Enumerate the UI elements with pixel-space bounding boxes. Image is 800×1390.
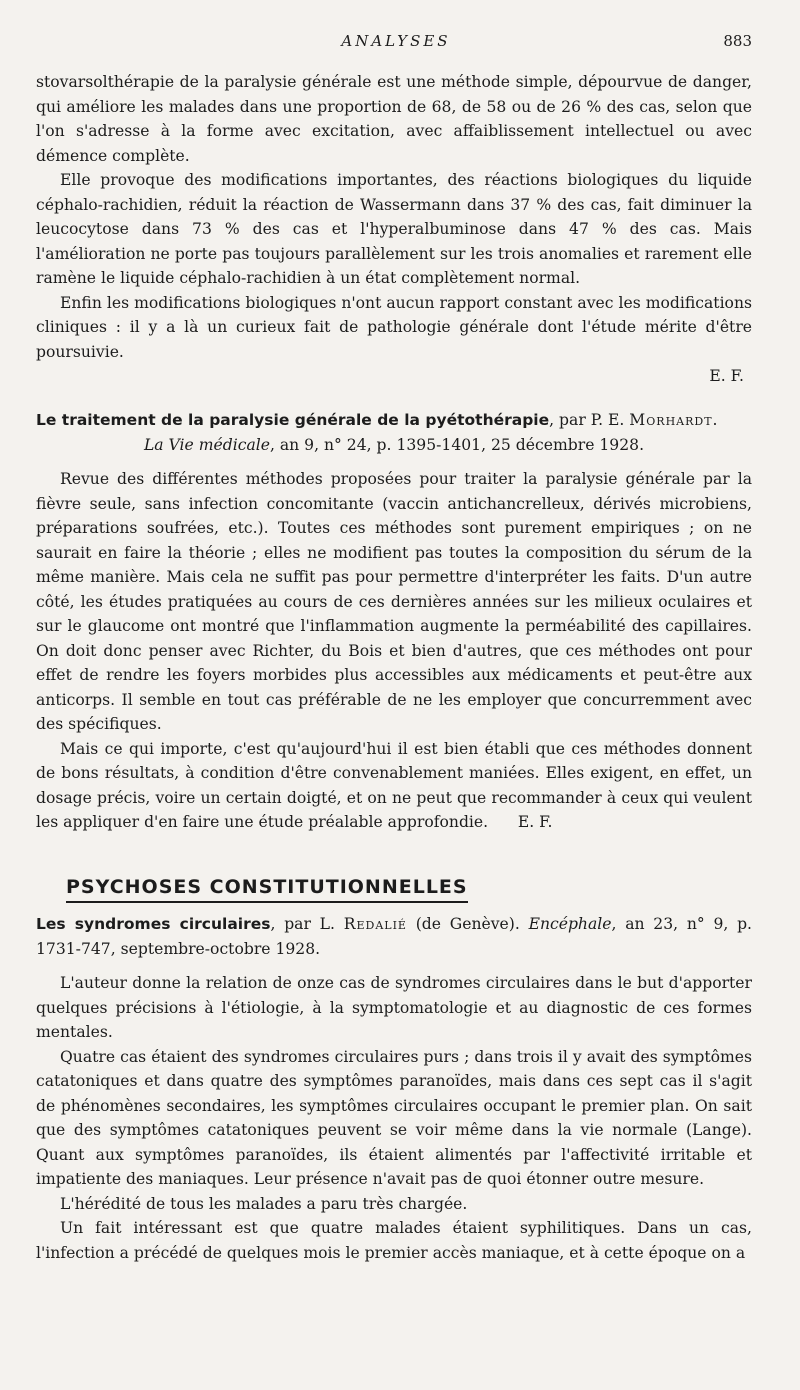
review-pyretotherapy <box>36 408 752 835</box>
article-title: Les syndromes circulaires <box>36 915 271 933</box>
article-title: Le traitement de la paralysie générale de la pyétothérapie <box>36 411 550 429</box>
paragraph: stovarsolthérapie de la paralysie générale est une méthode simple, dépourvue de danger, qui améliore les malades dans une proportion de 68, de 58 ou de 26 % des cas, selon que l'on s'adresse à la forme avec excitation, avec affaiblissement intellectuel ou avec démence complète. <box>36 73 752 165</box>
paragraph: L'hérédité de tous les malades a paru très chargée. <box>60 1194 468 1213</box>
signature: E. F. <box>709 367 744 385</box>
paragraph: Un fait intéressant est que quatre malades étaient syphilitiques. Dans un cas, l'infection a précédé de quelques mois le premier accès maniaque, et à cette époque on a <box>36 1219 752 1262</box>
page-number: 883 <box>723 32 752 50</box>
paragraph: Elle provoque des modifications importantes, des réactions biologiques du liquide céphalo-rachidien, réduit la réaction de Wassermann dans 37 % des cas, fait diminuer la leucocytose dans 73 % des cas et l'hyperalbuminose dans 47 % des cas. Mais l'amélioration ne porte pas toujours parallèlement sur les trois anomalies et rarement elle ramène le liquide céphalo-rachidien à un état complètement normal. <box>36 171 752 287</box>
article-byline: , par L. <box>270 915 344 933</box>
running-head <box>40 32 752 56</box>
journal-name: La Vie médicale <box>143 435 270 454</box>
author-origin: (de Genève). <box>406 915 529 933</box>
continued-review <box>36 70 752 389</box>
paragraph: Quatre cas étaient des syndromes circulaires purs ; dans trois il y avait des symptômes catatoniques et dans quatre des symptômes paranoïdes, mais dans ces sept cas il s'agit de phénomènes secondaires, les symptômes circulaires occupant le premier plan. On sait que des symptômes catatoniques peuvent se voir même dans la vie normale (Lange). Quant aux symptômes paranoïdes, ils étaient alimentés par l'affectivité irritable et impatiente des maniaques. Leur présence n'avait pas de quoi étonner outre mesure. <box>36 1047 752 1188</box>
article-author: Redalié <box>343 915 407 933</box>
section-heading: PSYCHOSES CONSTITUTIONNELLES <box>66 876 468 903</box>
article-heading <box>36 912 752 961</box>
review-circular-syndromes <box>36 912 752 1265</box>
paragraph: Revue des différentes méthodes proposées pour traiter la paralysie générale par la fièvre seule, sans infection concomitante (vaccin antichancrelleux, dérivés microbiens, préparations soufrées, etc.). Toutes ces méthodes sont purement empiriques ; on ne saurait en faire la théorie ; elles ne modifient pas toutes la composition du sérum de la même manière. Mais cela ne suffit pas pour permettre d'interpréter les faits. D'un autre côté, les études pratiquées au cours de ces dernières années sur les milieux oculaires et sur le glaucome ont montré que l'inflammation augmente la perméabilité des capillaires. On doit donc penser avec Richter, du Bois et bien d'autres, que ces méthodes ont pour effet de rendre les foyers morbides plus accessibles aux médicaments et peut-être aux anticorps. Il semble en tout cas préférable de ne les employer que concurremment avec des spécifiques. <box>36 470 752 733</box>
running-title: ANALYSES <box>341 32 451 50</box>
reference-details: , an 9, n° 24, p. 1395-1401, 25 décembre 1928. <box>269 435 645 454</box>
reference-details: , an 23, n° 9, p. 1731-747, septembre-octobre 1928. <box>36 915 753 958</box>
article-heading <box>36 408 752 433</box>
journal-name: Encéphale <box>528 915 612 933</box>
paragraph: Enfin les modifications biologiques n'ont aucun rapport constant avec les modifications cliniques : il y a là un curieux fait de pathologie générale dont l'étude mérite d'être poursuivie. <box>36 293 752 361</box>
article-byline: , par P. E. <box>549 411 630 429</box>
article-reference <box>36 433 752 458</box>
article-author: Morhardt. <box>629 411 719 429</box>
paragraph: L'auteur donne la relation de onze cas de syndromes circulaires dans le but d'apporter quelques précisions à l'étiologie, à la symptomatologie et au diagnostic de ces formes mentales. <box>36 974 752 1041</box>
signature: E. F. <box>517 813 553 831</box>
paragraph: Mais ce qui importe, c'est qu'aujourd'hui il est bien établi que ces méthodes donnent de bons résultats, à condition d'être convenablement maniées. Elles exigent, en effet, un dosage précis, voire un certain doigté, et on ne peut que recommander à ceux qui veulent les appliquer d'en faire une étude préalable approfondie. E. F. <box>36 739 752 831</box>
